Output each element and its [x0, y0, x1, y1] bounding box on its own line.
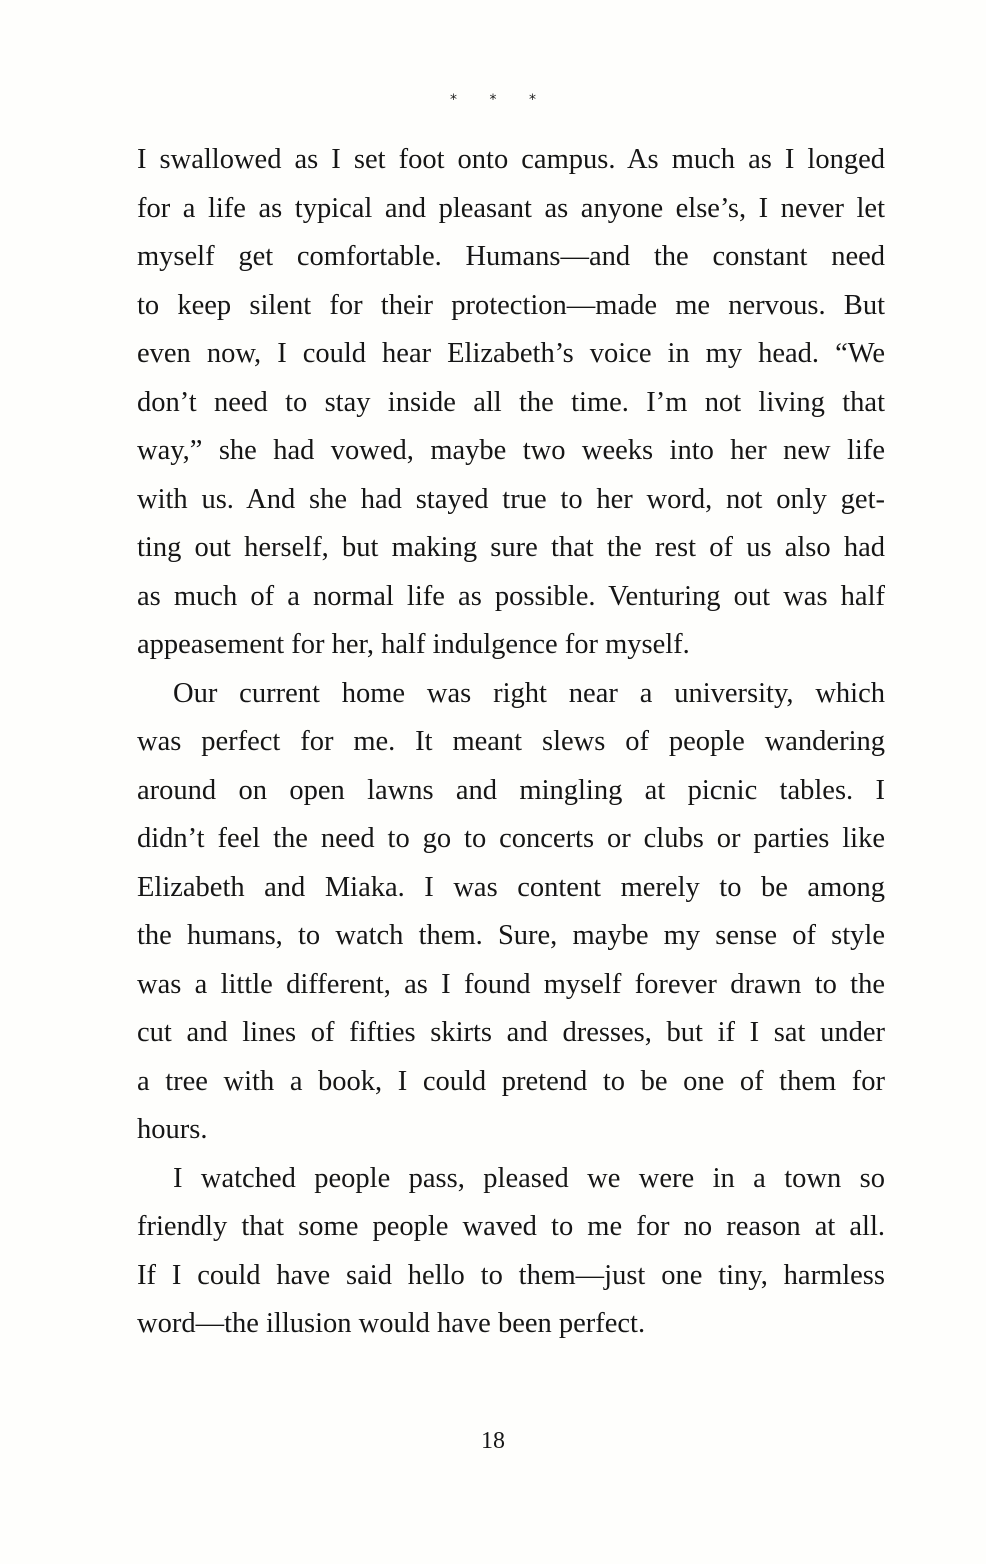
text-line: ting out herself, but making sure that the rest of us also had	[137, 532, 885, 563]
text-line: was a little different, as I found myself forever drawn to the	[137, 968, 885, 1000]
text-line: to keep silent for their protection—made me nervous. But	[137, 289, 885, 321]
text-line: hours.	[137, 1114, 208, 1145]
body-text	[137, 136, 885, 1349]
text-line: myself get comfortable. Humans—and the constant need	[137, 241, 885, 272]
text-line: way,” she had vowed, maybe two weeks into her new life	[137, 435, 885, 466]
text-line: I swallowed as I set foot onto campus. As much as I longed	[137, 144, 885, 175]
paragraph-3	[137, 1155, 885, 1349]
text-line: as much of a normal life as possible. Venturing out was half	[137, 580, 885, 612]
page-number: 18	[481, 1428, 505, 1454]
text-line: didn’t feel the need to go to concerts or clubs or parties like	[137, 823, 885, 854]
text-line: Elizabeth and Miaka. I was content merely to be among	[137, 871, 885, 903]
text-line: the humans, to watch them. Sure, maybe my sense of style	[137, 920, 885, 951]
text-line: friendly that some people waved to me for no reason at all.	[137, 1211, 885, 1242]
text-line: appeasement for her, half indulgence for myself.	[137, 629, 690, 660]
paragraph-1	[137, 136, 885, 670]
text-line: cut and lines of fifties skirts and dresses, but if I sat under	[137, 1017, 885, 1048]
section-break: * * *	[450, 92, 550, 108]
text-line: with us. And she had stayed true to her word, not only get-	[137, 483, 885, 515]
text-line: don’t need to stay inside all the time. I’m not living that	[137, 386, 885, 418]
text-line: even now, I could hear Elizabeth’s voice in my head. “We	[137, 338, 885, 369]
text-line: for a life as typical and pleasant as anyone else’s, I never let	[137, 192, 885, 224]
paragraph-2	[137, 670, 885, 1155]
text-line: word—the illusion would have been perfect.	[137, 1308, 646, 1339]
text-line: was perfect for me. It meant slews of people wandering	[137, 726, 885, 757]
text-line: If I could have said hello to them—just one tiny, harmless	[137, 1259, 885, 1291]
text-line: around on open lawns and mingling at picnic tables. I	[137, 774, 885, 806]
text-line: I watched people pass, pleased we were in a town so	[173, 1162, 885, 1194]
text-line: a tree with a book, I could pretend to be one of them for	[137, 1065, 885, 1097]
text-line: Our current home was right near a university, which	[173, 677, 885, 709]
